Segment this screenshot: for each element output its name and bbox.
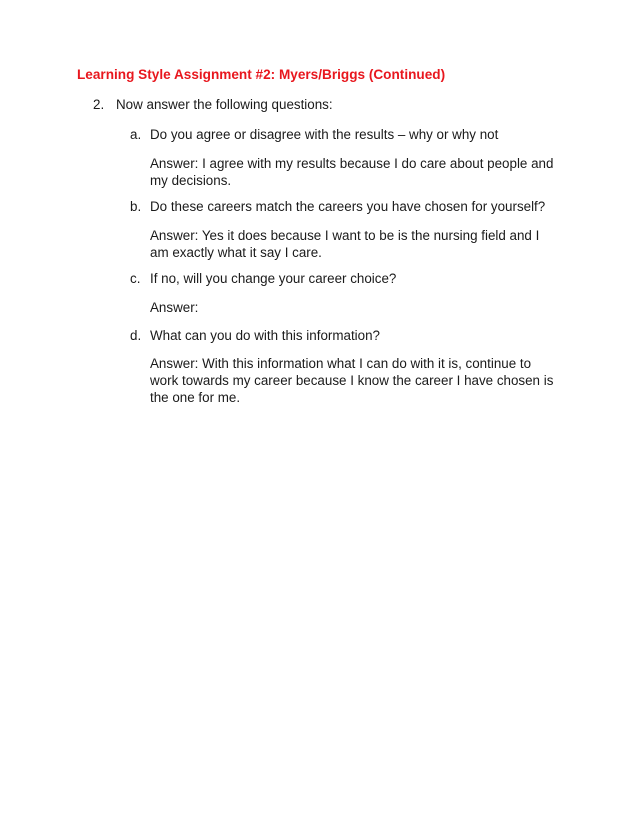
item-c-question: If no, will you change your career choice?	[150, 271, 397, 286]
item-c-letter: c.	[130, 271, 141, 286]
item-a-answer: Answer: I agree with my results because I do care about people and my decisions.	[150, 156, 554, 188]
item-b-answer: Answer: Yes it does because I want to be is the nursing field and I am exactly what it say I care.	[150, 228, 540, 260]
question-text: Now answer the following questions:	[116, 97, 333, 112]
question-number: 2.	[93, 97, 105, 112]
item-d-answer: Answer: With this information what I can do with it is, continue to work towards my career because I know the career I have chosen is the one for me.	[150, 356, 554, 405]
item-c-answer: Answer:	[150, 300, 199, 315]
item-d-letter: d.	[130, 328, 142, 343]
item-b-question: Do these careers match the careers you have chosen for yourself?	[150, 199, 546, 214]
item-a-question: Do you agree or disagree with the results – why or why not	[150, 127, 499, 142]
item-a-letter: a.	[130, 127, 142, 142]
item-d-question: What can you do with this information?	[150, 328, 380, 343]
page-title: Learning Style Assignment #2: Myers/Briggs (Continued)	[77, 67, 446, 82]
item-b-letter: b.	[130, 199, 142, 214]
